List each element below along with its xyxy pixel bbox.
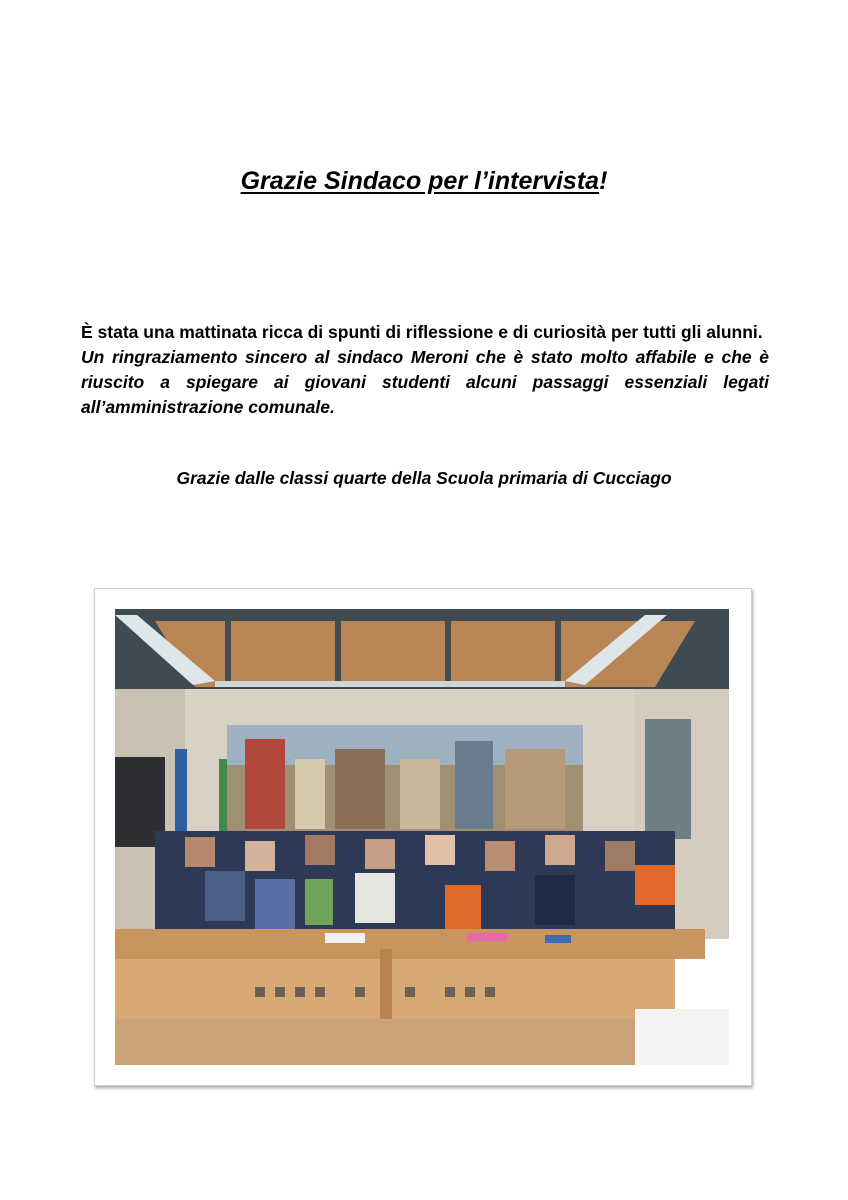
body-line-1: È stata una mattinata ricca di spunti di riflessione e di curiosità per tutti gli alunni. bbox=[81, 322, 763, 342]
group-photo bbox=[115, 609, 729, 1065]
group-photo-image bbox=[115, 609, 729, 1065]
title-text: Grazie Sindaco per l’intervista bbox=[240, 167, 600, 195]
body-paragraph bbox=[81, 320, 769, 420]
thanks-line: Grazie dalle classi quarte della Scuola primaria di Cucciago bbox=[176, 468, 672, 488]
page-title bbox=[0, 166, 848, 196]
title-exclamation: ! bbox=[599, 167, 608, 195]
photo-frame bbox=[94, 588, 752, 1086]
body-line-2: Un ringraziamento sincero al sindaco Meroni che è stato molto affabile e che è riuscito a spiegare ai giovani studenti alcuni passaggi essenziali legati all’amministrazione comunale. bbox=[81, 347, 769, 417]
